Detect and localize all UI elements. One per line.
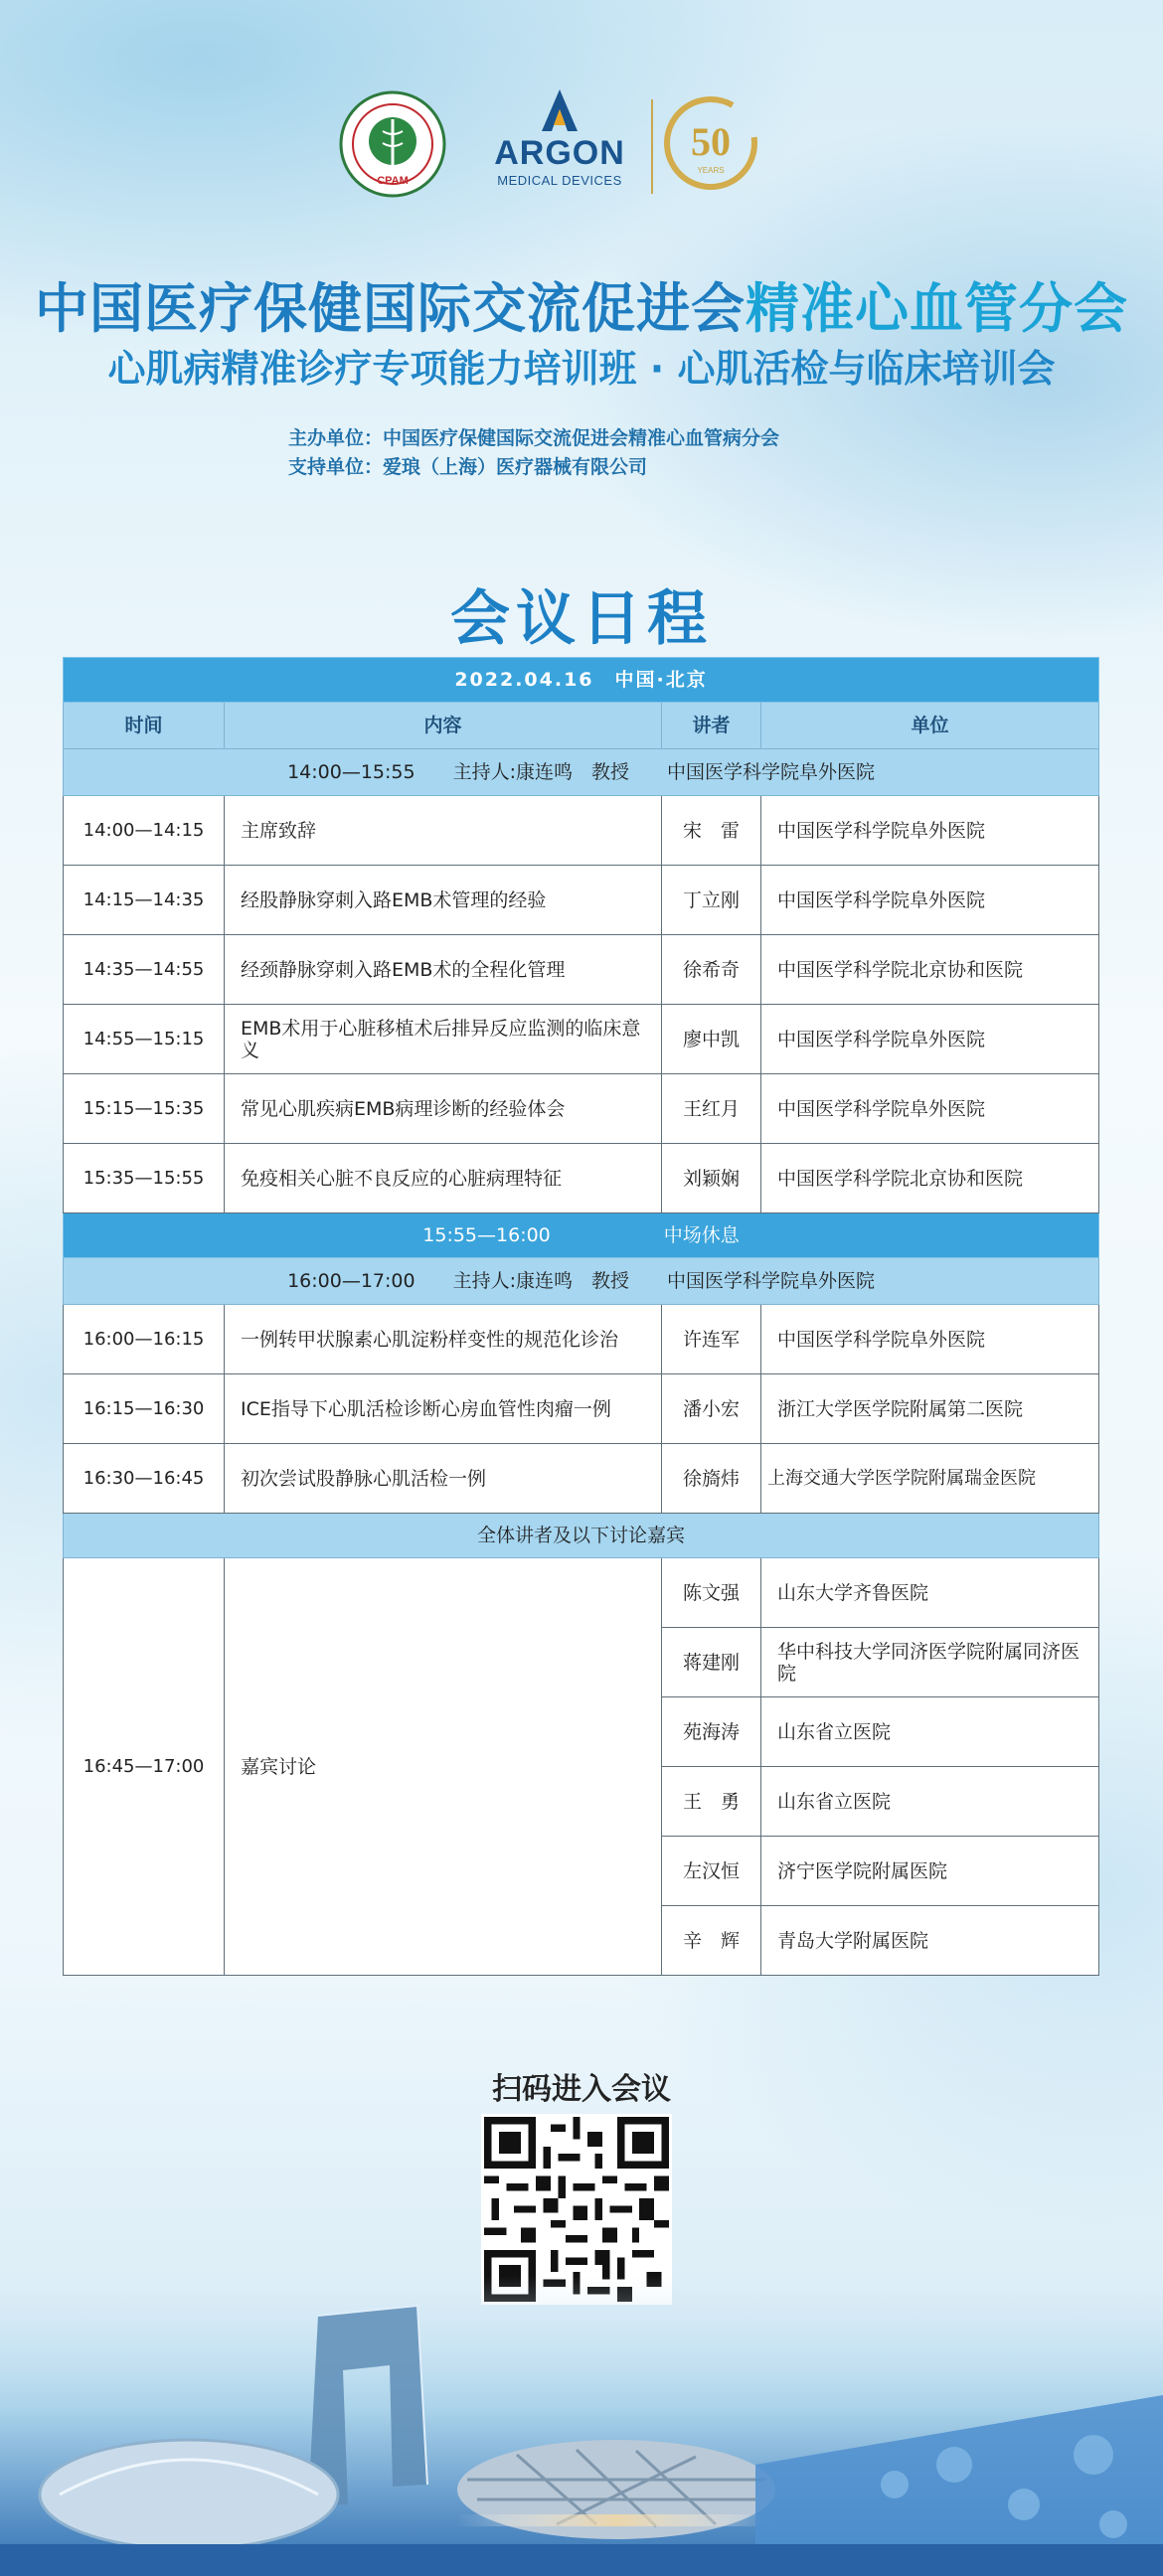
table-row xyxy=(64,796,1099,866)
guest-unit: 山东省立医院 xyxy=(761,1767,1099,1837)
row-time: 14:15—14:35 xyxy=(64,866,225,935)
col-time: 时间 xyxy=(64,703,225,749)
argon-triangle-icon xyxy=(540,87,580,133)
row-unit: 浙江大学医学院附属第二医院 xyxy=(761,1374,1099,1444)
row-speaker: 王红月 xyxy=(662,1074,761,1144)
row-unit: 中国医学科学院阜外医院 xyxy=(761,1005,1099,1074)
guests-header-row xyxy=(64,1514,1099,1558)
guest-unit: 华中科技大学同济医学院附属同济医院 xyxy=(761,1628,1099,1697)
row-unit: 中国医学科学院阜外医院 xyxy=(761,796,1099,866)
col-speaker: 讲者 xyxy=(662,703,761,749)
row-speaker: 许连军 xyxy=(662,1305,761,1374)
guest-speaker: 苑海涛 xyxy=(662,1697,761,1767)
svg-text:CPAM: CPAM xyxy=(377,175,409,187)
row-topic: 常见心肌疾病EMB病理诊断的经验体会 xyxy=(225,1074,662,1144)
session1-info: 14:00—15:55 主持人:康连鸣 教授 中国医学科学院阜外医院 xyxy=(64,749,1099,796)
svg-text:YEARS: YEARS xyxy=(697,166,725,175)
schedule-heading: 会议日程 xyxy=(450,584,713,654)
row-topic: 免疫相关心脏不良反应的心脏病理特征 xyxy=(225,1144,662,1213)
beijing-skyline-illustration xyxy=(0,2276,1163,2576)
row-speaker: 廖中凯 xyxy=(662,1005,761,1074)
guest-unit: 青岛大学附属医院 xyxy=(761,1906,1099,1976)
discussion-topic: 嘉宾讨论 xyxy=(225,1558,662,1976)
row-topic: EMB术用于心脏移植术后排异反应监测的临床意义 xyxy=(225,1005,662,1074)
row-time: 16:30—16:45 xyxy=(64,1444,225,1514)
logo-bar xyxy=(0,80,1163,209)
table-row xyxy=(64,1444,1099,1514)
row-topic: 经颈静脉穿刺入路EMB术的全程化管理 xyxy=(225,935,662,1005)
anniversary-50-logo xyxy=(661,93,760,193)
session-row xyxy=(64,749,1099,796)
main-title-accent: 精准心血管分会 xyxy=(746,277,1128,340)
column-header-row xyxy=(64,703,1099,749)
table-row xyxy=(64,935,1099,1005)
guest-unit: 济宁医学院附属医院 xyxy=(761,1837,1099,1906)
row-topic: 一例转甲状腺素心肌淀粉样变性的规范化诊治 xyxy=(225,1305,662,1374)
row-speaker: 宋 雷 xyxy=(662,796,761,866)
table-row xyxy=(64,1074,1099,1144)
row-time: 16:15—16:30 xyxy=(64,1374,225,1444)
guest-unit: 山东省立医院 xyxy=(761,1697,1099,1767)
discussion-time: 16:45—17:00 xyxy=(64,1558,225,1976)
main-title-prefix: 中国医疗保健国际交流促进会 xyxy=(35,277,746,340)
organizer-line: 主办单位：中国医疗保健国际交流促进会精准心血管病分会 xyxy=(288,427,780,449)
row-speaker: 徐旖炜 xyxy=(662,1444,761,1514)
row-unit: 中国医学科学院阜外医院 xyxy=(761,1305,1099,1374)
cpam-logo xyxy=(338,89,447,199)
guest-speaker: 辛 辉 xyxy=(662,1906,761,1976)
table-row xyxy=(64,1305,1099,1374)
argon-logo xyxy=(485,87,634,207)
row-topic: 主席致辞 xyxy=(225,796,662,866)
supporter-line: 支持单位：爱琅（上海）医疗器械有限公司 xyxy=(288,456,648,478)
row-speaker: 丁立刚 xyxy=(662,866,761,935)
guest-unit: 山东大学齐鲁医院 xyxy=(761,1558,1099,1628)
scan-label: 扫码进入会议 xyxy=(492,2072,671,2107)
row-unit: 上海交通大学医学院附属瑞金医院 xyxy=(761,1444,1099,1514)
guest-speaker: 蒋建刚 xyxy=(662,1628,761,1697)
sub-title: 心肌病精准诊疗专项能力培训班 · 心肌活检与临床培训会 xyxy=(107,347,1056,391)
table-row xyxy=(64,1144,1099,1213)
row-unit: 中国医学科学院阜外医院 xyxy=(761,1074,1099,1144)
row-unit: 中国医学科学院北京协和医院 xyxy=(761,935,1099,1005)
table-row xyxy=(64,866,1099,935)
session-row xyxy=(64,1258,1099,1305)
guest-speaker: 王 勇 xyxy=(662,1767,761,1837)
argon-name: ARGON xyxy=(494,134,625,172)
guest-speaker: 陈文强 xyxy=(662,1558,761,1628)
row-time: 15:15—15:35 xyxy=(64,1074,225,1144)
guest-row xyxy=(64,1558,1099,1628)
row-time: 16:00—16:15 xyxy=(64,1305,225,1374)
row-time: 14:35—14:55 xyxy=(64,935,225,1005)
row-time: 14:55—15:15 xyxy=(64,1005,225,1074)
row-unit: 中国医学科学院阜外医院 xyxy=(761,866,1099,935)
break-row xyxy=(64,1213,1099,1258)
guest-speaker: 左汉恒 xyxy=(662,1837,761,1906)
col-content: 内容 xyxy=(225,703,662,749)
row-topic: 初次尝试股静脉心肌活检一例 xyxy=(225,1444,662,1514)
row-speaker: 潘小宏 xyxy=(662,1374,761,1444)
row-time: 15:35—15:55 xyxy=(64,1144,225,1213)
table-row xyxy=(64,1005,1099,1074)
svg-text:50: 50 xyxy=(691,119,731,164)
row-unit: 中国医学科学院北京协和医院 xyxy=(761,1144,1099,1213)
row-time: 14:00—14:15 xyxy=(64,796,225,866)
logo-divider xyxy=(651,99,653,194)
argon-subtitle: MEDICAL DEVICES xyxy=(497,173,622,188)
row-topic: 经股静脉穿刺入路EMB术管理的经验 xyxy=(225,866,662,935)
date-row xyxy=(64,658,1099,703)
guests-header: 全体讲者及以下讨论嘉宾 xyxy=(64,1514,1099,1558)
session2-info: 16:00—17:00 主持人:康连鸣 教授 中国医学科学院阜外医院 xyxy=(64,1258,1099,1305)
row-speaker: 刘颖娴 xyxy=(662,1144,761,1213)
col-unit: 单位 xyxy=(761,703,1099,749)
main-title xyxy=(0,266,1163,343)
row-speaker: 徐希奇 xyxy=(662,935,761,1005)
date-location: 2022.04.16 中国·北京 xyxy=(64,658,1099,703)
break-info: 15:55—16:00 中场休息 xyxy=(64,1213,1099,1258)
schedule-table xyxy=(63,657,1099,1976)
table-row xyxy=(64,1374,1099,1444)
row-topic: ICE指导下心肌活检诊断心房血管性肉瘤一例 xyxy=(225,1374,662,1444)
